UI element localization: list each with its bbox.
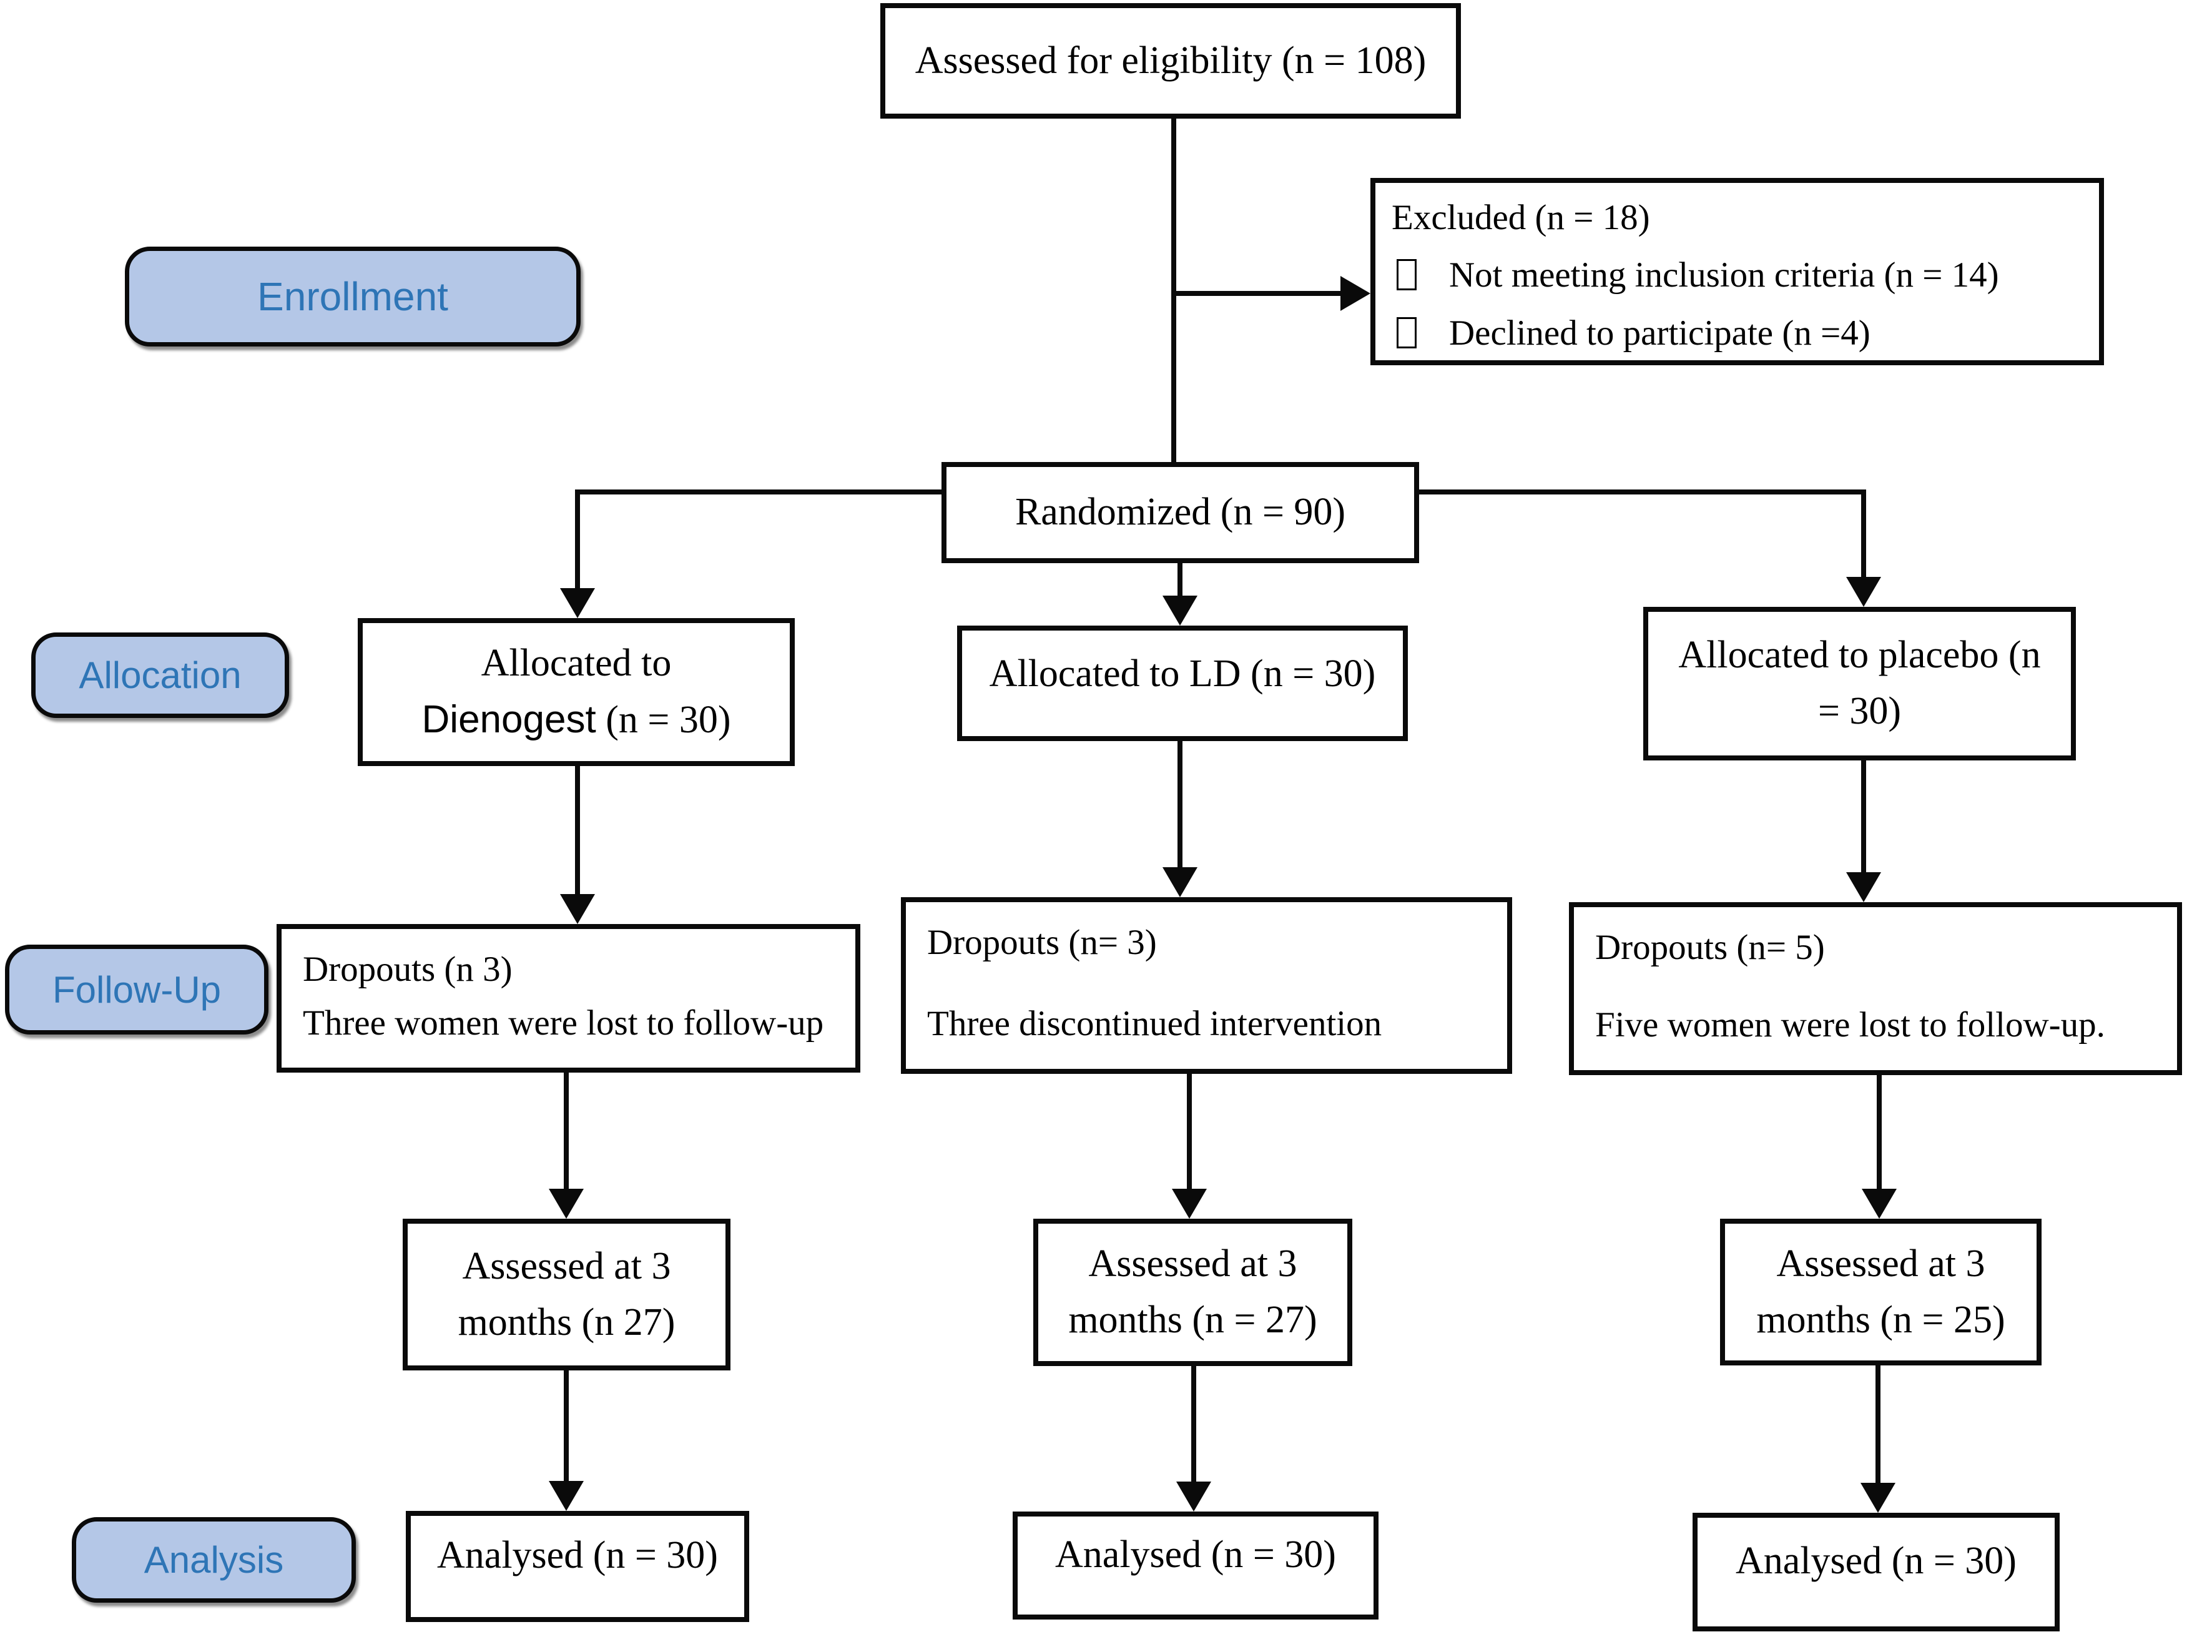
excluded-item (1392, 305, 1870, 362)
arrowhead-down-icon (1862, 1189, 1897, 1219)
arrowhead-down-icon (549, 1481, 584, 1511)
allocation-placebo-line1: Allocated to placebo (n (1678, 634, 2041, 677)
excluded-title: Excluded (n = 18) (1392, 198, 1650, 237)
dropouts-detail: Three women were lost to follow-up (303, 1003, 824, 1043)
dropouts-detail: Three discontinued intervention (927, 1003, 1382, 1043)
followup-placebo-box (1569, 902, 2182, 1075)
arrowhead-down-icon (1846, 577, 1881, 607)
assessed-line2: months (n = 25) (1756, 1298, 2005, 1341)
dropouts-title: Dropouts (n= 3) (927, 923, 1157, 962)
arrowhead-down-icon (1172, 1189, 1207, 1219)
randomized-box (941, 462, 1419, 563)
assessed-line1: Assessed at 3 (1088, 1242, 1297, 1286)
allocation-placebo-line2: = 30) (1817, 690, 1902, 732)
allocation-ld-text: Allocated to LD (n = 30) (989, 652, 1376, 695)
excluded-item-text: Not meeting inclusion criteria (n = 14) (1449, 255, 1999, 295)
excluded-item (1392, 247, 1999, 304)
arrowhead-down-icon (1861, 1483, 1895, 1513)
randomized-text: Randomized (n = 90) (1015, 491, 1346, 534)
analysed-dienogest-box (406, 1511, 749, 1622)
followup-ld-box (901, 897, 1512, 1074)
assessed-line1: Assessed at 3 (1776, 1242, 1985, 1285)
analysed-text: Analysed (n = 30) (1736, 1540, 2017, 1583)
dropouts-title: Dropouts (n 3) (303, 950, 513, 989)
eligibility-box (880, 3, 1461, 119)
allocation-ld-box (957, 626, 1408, 741)
followup-dienogest-box (277, 924, 860, 1073)
bullet-square-icon (1397, 259, 1417, 290)
assessed-placebo-box (1720, 1219, 2042, 1365)
allocation-dienogest-line1: Allocated to (481, 642, 672, 685)
analysed-placebo-box (1693, 1513, 2060, 1631)
assessed-line2: months (n 27) (458, 1300, 676, 1344)
arrowhead-down-icon (1163, 867, 1197, 897)
dropouts-title: Dropouts (n= 5) (1595, 928, 1825, 967)
dropouts-detail: Five women were lost to follow-up. (1595, 1005, 2105, 1045)
arrowhead-down-icon (560, 894, 595, 924)
stage-label-analysis: Analysis (72, 1517, 356, 1603)
analysed-ld-box (1013, 1512, 1379, 1620)
excluded-item-text: Declined to participate (n =4) (1449, 313, 1870, 353)
arrowhead-down-icon (1163, 596, 1197, 626)
excluded-box (1370, 178, 2104, 365)
assessed-line1: Assessed at 3 (462, 1244, 671, 1287)
arrowhead-down-icon (1846, 872, 1881, 902)
allocation-dienogest-box (358, 618, 795, 766)
arrowhead-down-icon (1176, 1482, 1211, 1512)
arrowhead-right-icon (1340, 276, 1370, 311)
analysed-text: Analysed (n = 30) (437, 1534, 718, 1577)
allocation-dienogest-line2 (422, 692, 731, 749)
analysed-text: Analysed (n = 30) (1055, 1533, 1336, 1576)
drug-name: Dienogest (421, 698, 596, 741)
eligibility-text: Assessed for eligibility (n = 108) (915, 39, 1427, 82)
arrowhead-down-icon (549, 1189, 584, 1219)
assessed-ld-box (1033, 1219, 1352, 1366)
stage-label-enrollment: Enrollment (125, 247, 581, 347)
bullet-square-icon (1397, 317, 1417, 348)
assessed-line2: months (n = 27) (1068, 1299, 1317, 1341)
assessed-dienogest-box (403, 1219, 730, 1370)
allocation-placebo-box (1643, 607, 2076, 760)
stage-label-allocation: Allocation (31, 632, 289, 718)
arrowhead-down-icon (560, 588, 595, 618)
drug-count: (n = 30) (596, 699, 731, 741)
stage-label-followup: Follow-Up (5, 945, 268, 1035)
